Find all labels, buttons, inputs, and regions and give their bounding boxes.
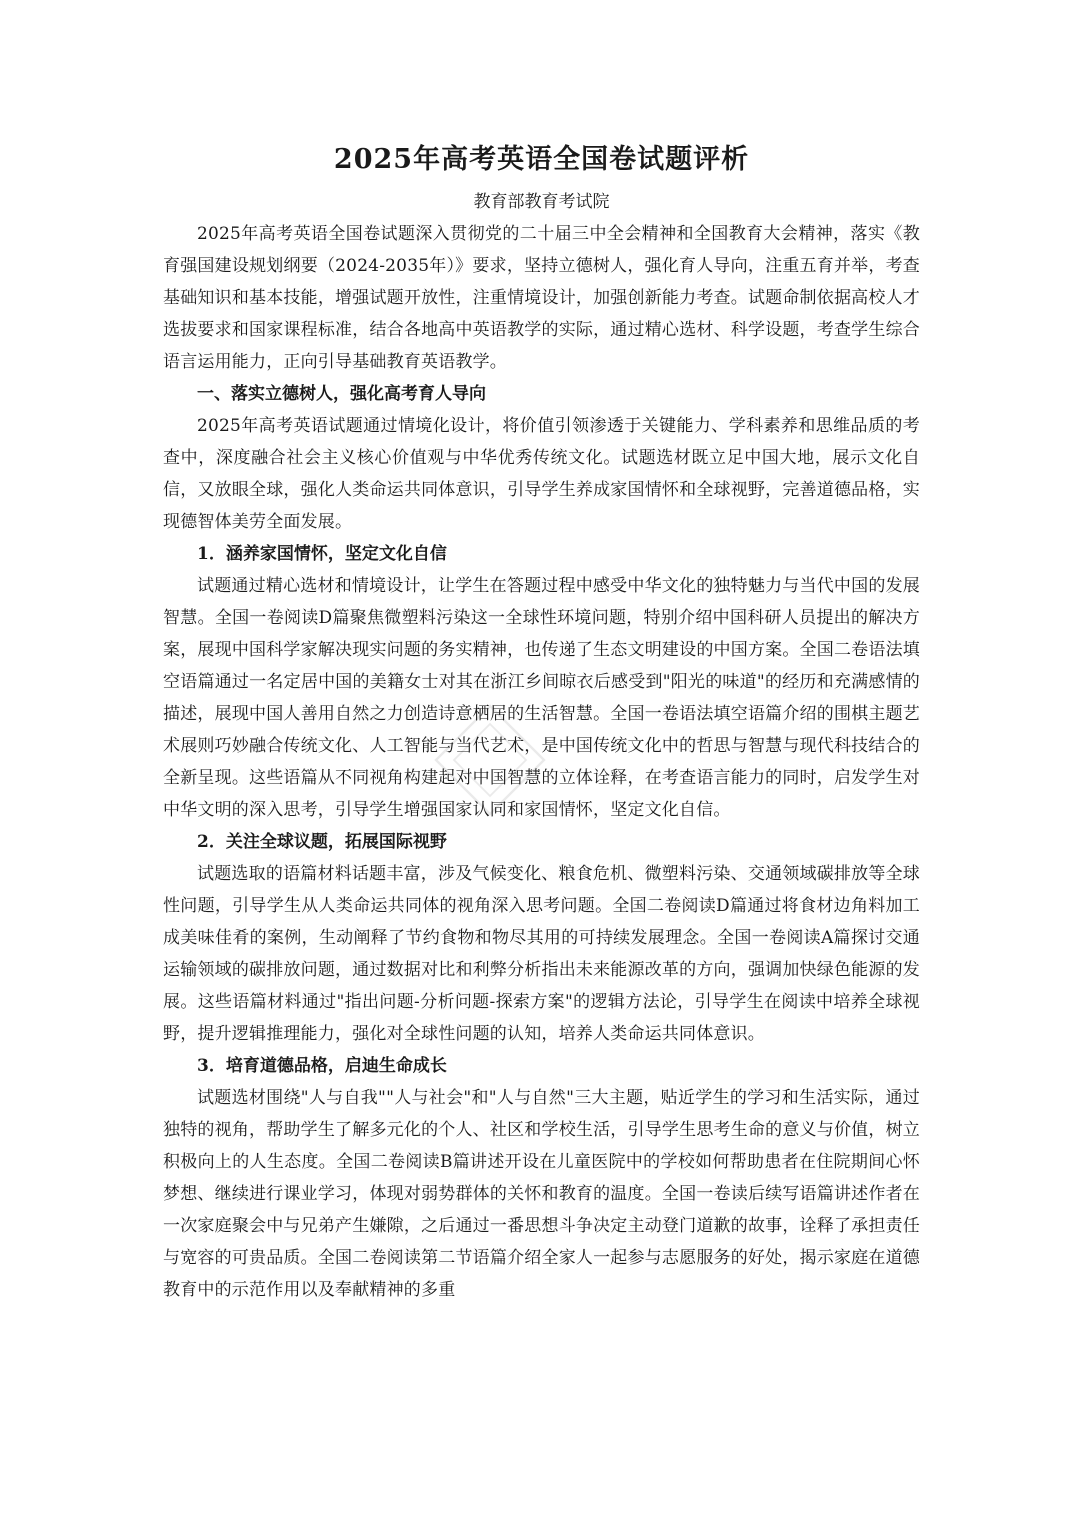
subsection-1-paragraph: 试题通过精心选材和情境设计，让学生在答题过程中感受中华文化的独特魅力与当代中国的发展智慧。全国一卷阅读D篇聚焦微塑料污染这一全球性环境问题，特别介绍中国科研人员提出的解决方案，展现中国科学家解决现实问题的务实精神，也传递了生态文明建设的中国方案。全国二卷语法填空语篇通过一名定居中国的美籍女士对其在浙江乡间晾衣后感受到"阳光的味道"的经历和充满感情的描述，展现中国人善用自然之力创造诗意栖居的生活智慧。全国一卷语法填空语篇介绍的围棋主题艺术展则巧妙融合传统文化、人工智能与当代艺术，是中国传统文化中的哲思与智慧与现代科技结合的全新呈现。这些语篇从不同视角构建起对中国智慧的立体诠释，在考查语言能力的同时，启发学生对中华文明的深入思考，引导学生增强国家认同和家国情怀，坚定文化自信。: [163, 576, 920, 820]
subsection-3-heading: 3．培育道德品格，启迪生命成长: [197, 1056, 447, 1076]
document-page: [163, 140, 920, 1306]
subsection-2-paragraph: 试题选取的语篇材料话题丰富，涉及气候变化、粮食危机、微塑料污染、交通领域碳排放等全球性问题，引导学生从人类命运共同体的视角深入思考问题。全国二卷阅读D篇通过将食材边角料加工成美味佳肴的案例，生动阐释了节约食物和物尽其用的可持续发展理念。全国一卷阅读A篇探讨交通运输领域的碳排放问题，通过数据对比和利弊分析指出未来能源改革的方向，强调加快绿色能源的发展。这些语篇材料通过"指出问题-分析问题-探索方案"的逻辑方法论，引导学生在阅读中培养全球视野，提升逻辑推理能力，强化对全球性问题的认知，培养人类命运共同体意识。: [163, 864, 920, 1044]
section-1-heading: 一、落实立德树人，强化高考育人导向: [197, 384, 486, 404]
document-title: 2025年高考英语全国卷试题评析: [333, 144, 750, 175]
subsection-3-paragraph: 试题选材围绕"人与自我""人与社会"和"人与自然"三大主题，贴近学生的学习和生活实际，通过独特的视角，帮助学生了解多元化的个人、社区和学校生活，引导学生思考生命的意义与价值，树立积极向上的人生态度。全国二卷阅读B篇讲述开设在儿童医院中的学校如何帮助患者在住院期间心怀梦想、继续进行课业学习，体现对弱势群体的关怀和教育的温度。全国一卷读后续写语篇讲述作者在一次家庭聚会中与兄弟产生嫌隙，之后通过一番思想斗争决定主动登门道歉的故事，诠释了承担责任与宽容的可贵品质。全国二卷阅读第二节语篇介绍全家人一起参与志愿服务的好处，揭示家庭在道德教育中的示范作用以及奉献精神的多重: [163, 1088, 920, 1300]
subsection-1-heading: 1．涵养家国情怀，坚定文化自信: [197, 544, 447, 564]
subsection-2-heading: 2．关注全球议题，拓展国际视野: [197, 832, 447, 852]
section-1-intro-paragraph: 2025年高考英语试题通过情境化设计，将价值引领渗透于关键能力、学科素养和思维品质的考查中，深度融合社会主义核心价值观与中华优秀传统文化。试题选材既立足中国大地，展示文化自信，又放眼全球，强化人类命运共同体意识，引导学生养成家国情怀和全球视野，完善道德品格，实现德智体美劳全面发展。: [163, 416, 920, 532]
document-author: 教育部教育考试院: [473, 192, 610, 212]
intro-paragraph: 2025年高考英语全国卷试题深入贯彻党的二十届三中全会精神和全国教育大会精神，落实《教育强国建设规划纲要（2024-2035年）》要求，坚持立德树人，强化育人导向，注重五育并举，考查基础知识和基本技能，增强试题开放性，注重情境设计，加强创新能力考查。试题命制依据高校人才选拔要求和国家课程标准，结合各地高中英语教学的实际，通过精心选材、科学设题，考查学生综合语言运用能力，正向引导基础教育英语教学。: [163, 224, 920, 372]
